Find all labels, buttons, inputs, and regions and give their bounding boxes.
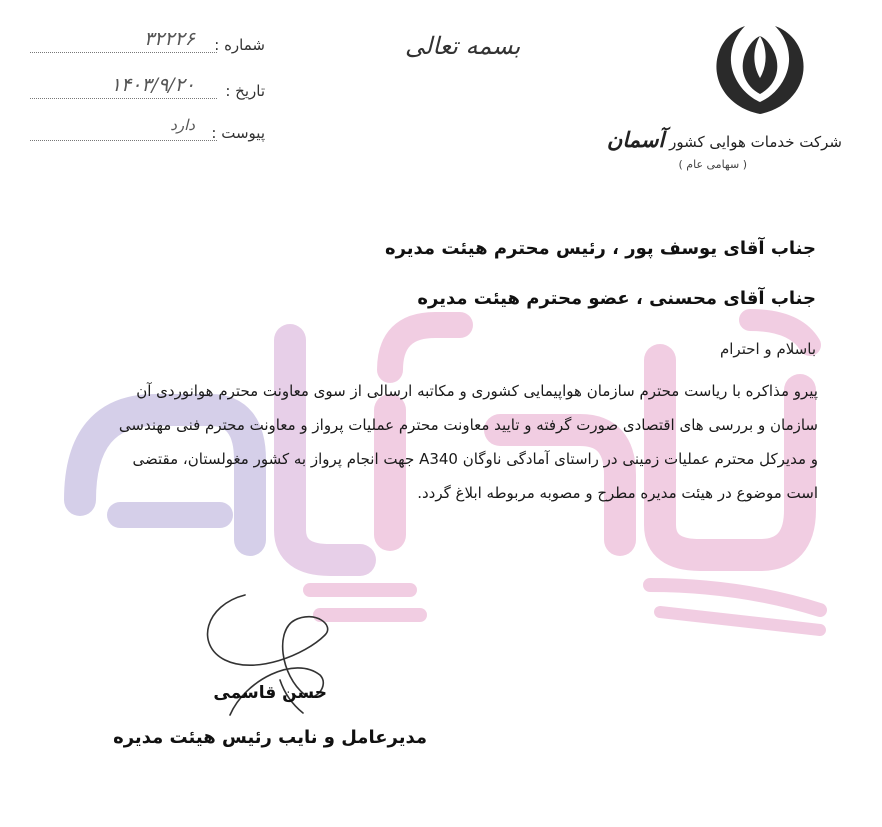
company-name-prefix: شرکت خدمات هوایی کشور xyxy=(669,133,842,151)
dotted-line xyxy=(30,52,217,53)
body-line: و مدیرکل محترم عملیات زمینی در راستای آمادگی ناوگان A340 جهت انجام پرواز به کشور مغولستان، مقتضی xyxy=(132,450,818,468)
letter-attachment-label: پیوست : xyxy=(211,124,265,142)
company-name xyxy=(607,128,842,152)
letter-date-value: ۱۴۰۳/۹/۲۰ xyxy=(110,74,195,96)
signer-name: حسن قاسمی xyxy=(213,683,327,703)
letter-number-value: ۳۲۲۲۶ xyxy=(143,28,195,50)
letter-date-row xyxy=(20,74,265,104)
handwritten-signature xyxy=(185,585,355,735)
addressee-line: جناب آقای یوسف پور ، رئیس محترم هیئت مدیره xyxy=(384,238,816,259)
body-line: است موضوع در هیئت مدیره مطرح و مصوبه مربوطه ابلاغ گردد. xyxy=(417,484,818,502)
company-brand: آسمان xyxy=(606,128,665,152)
aseman-bird-logo-icon xyxy=(705,22,815,117)
signer-title: مدیرعامل و نایب رئیس هیئت مدیره xyxy=(113,727,427,748)
addressee-line: جناب آقای محسنی ، عضو محترم هیئت مدیره xyxy=(417,288,816,309)
body-line: پیرو مذاکره با ریاست محترم سازمان هواپیمایی کشوری و مکاتبه ارسالی از سوی معاونت محترم هوانوردی آن xyxy=(136,382,818,400)
dotted-line xyxy=(30,98,217,99)
company-type: ( سهامی عام ) xyxy=(678,158,747,171)
letter-number-label: شماره : xyxy=(214,36,265,54)
letter-attachment-row xyxy=(20,116,265,146)
dotted-line xyxy=(30,140,217,141)
greeting: باسلام و احترام xyxy=(719,340,816,358)
letter-number-row xyxy=(20,28,265,58)
basmala-heading: بسمه تعالی xyxy=(405,32,521,60)
body-line: سازمان و بررسی های اقتصادی صورت گرفته و تایید معاونت محترم عملیات پرواز و معاونت محترم فنی مهندسی xyxy=(118,416,818,434)
letter-date-label: تاریخ : xyxy=(225,82,265,100)
letter-attachment-value: دارد xyxy=(170,116,195,134)
